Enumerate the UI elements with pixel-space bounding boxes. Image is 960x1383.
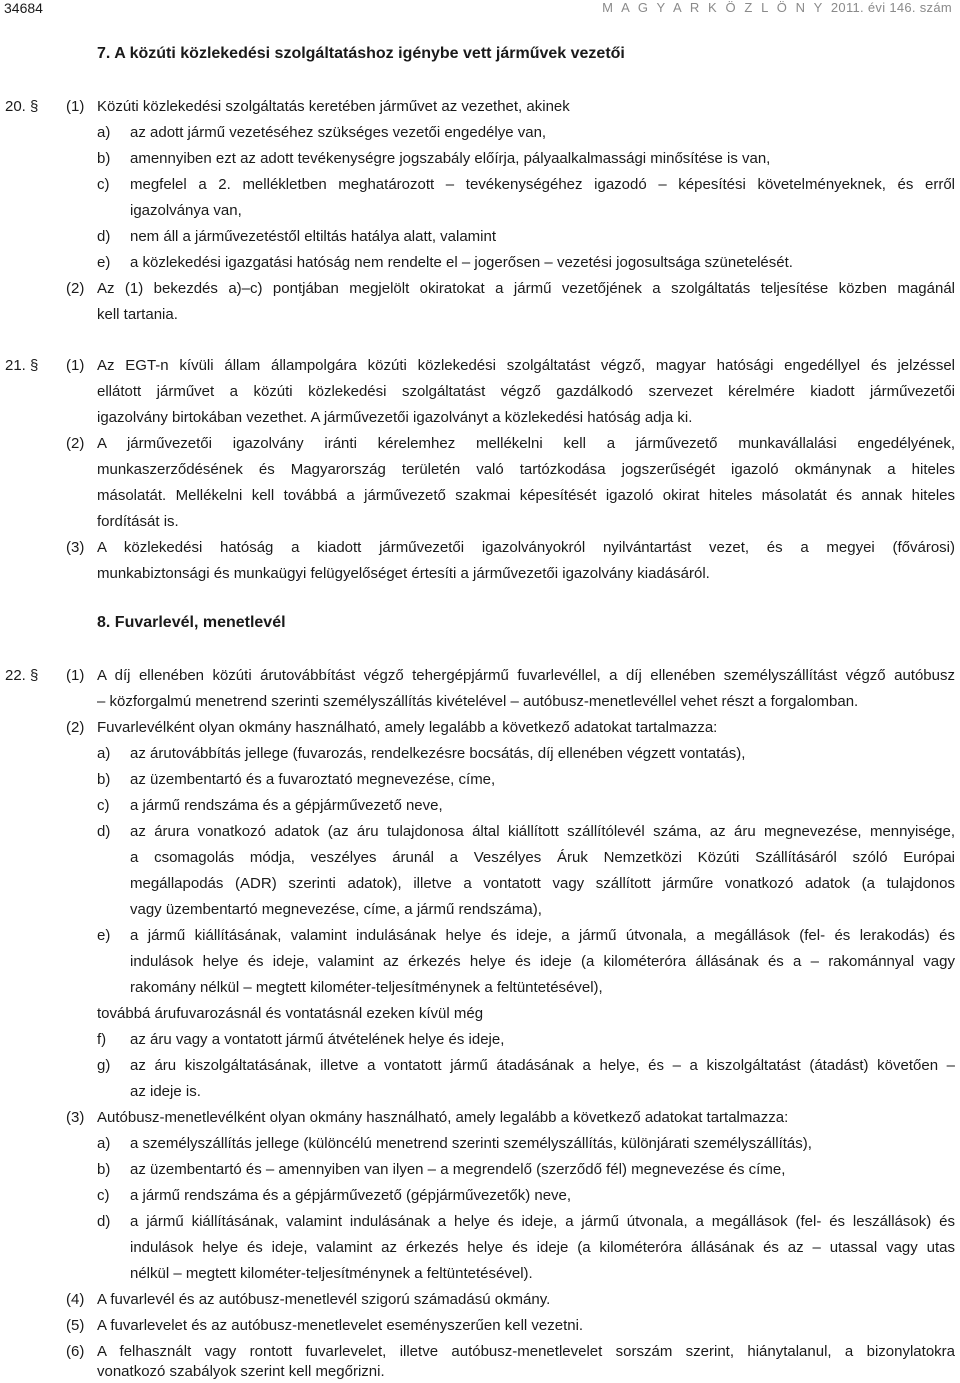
paragraph-text: vonatkozó szabályok szerint kell megőrizni. xyxy=(97,1363,385,1380)
point-text: az adott jármű vezetéséhez szükséges vezetői engedélye van, xyxy=(130,124,547,141)
section-number-22: 22. § xyxy=(5,667,39,684)
point-label: b) xyxy=(97,771,111,788)
section-number-21: 21. § xyxy=(5,357,39,374)
point-label: a) xyxy=(97,124,111,141)
paragraph-text: fordítását is. xyxy=(97,513,179,530)
point-text: amennyiben ezt az adott tevékenységre jogszabály előírja, pályaalkalmassági minősítése is van, xyxy=(130,150,771,167)
paragraph-text: ellátott járművet a közúti közlekedési szolgáltatást végző gazdálkodó szervezet kérelmére kiadott járművezetői xyxy=(97,383,955,400)
point-text: az áru vagy a vontatott jármű átvételének helye és ideje, xyxy=(130,1031,505,1048)
paragraph-text: Autóbusz-menetlevélként olyan okmány használható, amely legalább a következő adatokat tartalmazza: xyxy=(97,1109,789,1126)
point-label: d) xyxy=(97,1213,111,1230)
point-text: rakomány nélkül – megtett kilométer-teljesítménynek a feltüntetésével), xyxy=(130,979,603,996)
chapter-heading-7: 7. A közúti közlekedési szolgáltatáshoz igénybe vett járművek vezetői xyxy=(97,45,625,62)
point-label: c) xyxy=(97,797,110,814)
paragraph-text: A járművezetői igazolvány iránti kérelemhez mellékelni kell a járművezető munkavállalási engedélyének, xyxy=(97,435,955,452)
paragraph-label: (2) xyxy=(66,435,85,452)
paragraph-label: (1) xyxy=(66,667,85,684)
point-text: nem áll a járművezetéstől eltiltás hatálya alatt, valamint xyxy=(130,228,497,245)
paragraph-text: munkabiztonsági és munkaügyi felügyelőséget értesíti a járművezetői igazolvány kiadásáról. xyxy=(97,565,710,582)
point-label: f) xyxy=(97,1031,107,1048)
paragraph-text: Közúti közlekedési szolgáltatás keretében járművet az vezethet, akinek xyxy=(97,98,570,115)
point-text: a csomagolás módja, veszélyes árunál a Veszélyes Áruk Nemzetközi Közúti Szállításáról szóló Európai xyxy=(130,849,955,866)
paragraph-text: igazolvány birtokában vezethet. A járművezetői igazolványt a közlekedési hatóság adja ki. xyxy=(97,409,693,426)
point-label: b) xyxy=(97,1161,111,1178)
page-header xyxy=(0,0,960,22)
point-text: a jármű rendszáma és a gépjárművezető (gépjárművezetők) neve, xyxy=(130,1187,572,1204)
point-label: d) xyxy=(97,823,111,840)
point-text: a személyszállítás jellege (különcélú menetrend szerinti személyszállítás, különjárati személyszállítás), xyxy=(130,1135,812,1152)
point-label: d) xyxy=(97,228,111,245)
paragraph-text: A fuvarlevelet és az autóbusz-menetlevelet eseményszerűen kell vezetni. xyxy=(97,1317,584,1334)
paragraph-label: (1) xyxy=(66,357,85,374)
point-text: vagy üzembentartó megnevezése, címe, a jármű rendszáma), xyxy=(130,901,542,918)
point-text: a jármű kiállításának, valamint indulásának helye és ideje, a jármű útvonala, a megállások (fel- és lerakodás) és xyxy=(130,927,955,944)
section-number-20: 20. § xyxy=(5,98,39,115)
paragraph-text: A közlekedési hatóság a kiadott járművezetői igazolványokról nyilvántartást vezet, és a megyei (fővárosi) xyxy=(97,539,955,556)
paragraph-label: (3) xyxy=(66,1109,85,1126)
point-text: megfelel a 2. mellékletben meghatározott – tevékenységéhez igazodó – képesítési követelményeknek, és erről xyxy=(130,176,955,193)
point-text: az üzembentartó és – amennyiben van ilyen – a megrendelő (szerződő fél) megnevezése és címe, xyxy=(130,1161,786,1178)
paragraph-text: továbbá árufuvarozásnál és vontatásnál ezeken kívül még xyxy=(97,1005,484,1022)
paragraph-text: A fuvarlevél és az autóbusz-menetlevél szigorú számadású okmány. xyxy=(97,1291,551,1308)
paragraph-text: Fuvarlevélként olyan okmány használható, amely legalább a következő adatokat tartalmazza: xyxy=(97,719,718,736)
paragraph-text: Az (1) bekezdés a)–c) pontjában megjelölt okiratokat a jármű vezetőjének a szolgáltatás teljesítése közben magánál xyxy=(97,280,955,297)
point-text: az ideje is. xyxy=(130,1083,201,1100)
point-label: a) xyxy=(97,745,111,762)
point-text: az üzembentartó és a fuvaroztató megnevezése, címe, xyxy=(130,771,496,788)
paragraph-label: (2) xyxy=(66,280,85,297)
page-number: 34684 xyxy=(4,0,43,16)
paragraph-label: (4) xyxy=(66,1291,85,1308)
paragraph-text: A felhasznált vagy rontott fuvarlevelet, illetve autóbusz-menetlevelet sorszám szerint, hiánytalanul, a bizonylatokra xyxy=(97,1343,955,1360)
point-text: az árura vonatkozó adatok (az áru tulajdonosa által kiállított szállítólevél száma, az áru megnevezése, mennyisége, xyxy=(130,823,955,840)
point-label: c) xyxy=(97,1187,110,1204)
point-label: c) xyxy=(97,176,110,193)
point-label: b) xyxy=(97,150,111,167)
paragraph-label: (2) xyxy=(66,719,85,736)
point-text: megállapodás (ADR) szerinti adatok), illetve a vontatott vagy szállított járműre vonatkozó adatok (a tulajdonos xyxy=(130,875,955,892)
paragraph-text: A díj ellenében közúti árutovábbítást végző tehergépjármű fuvarlevéllel, a díj ellenében személyszállítást végző autóbusz xyxy=(97,667,955,684)
point-text: a közlekedési igazgatási hatóság nem rendelte el – jogerősen – vezetési jogosultsága szünetelését. xyxy=(130,254,793,271)
point-label: g) xyxy=(97,1057,111,1074)
paragraph-label: (3) xyxy=(66,539,85,556)
paragraph-text: kell tartania. xyxy=(97,306,178,323)
paragraph-label: (6) xyxy=(66,1343,85,1360)
point-text: nélkül – megtett kilométer-teljesítménynek a feltüntetésével). xyxy=(130,1265,533,1282)
point-label: e) xyxy=(97,254,111,271)
point-label: a) xyxy=(97,1135,111,1152)
point-label: e) xyxy=(97,927,111,944)
point-text: az áru kiszolgáltatásának, illetve a vontatott jármű átadásának a helye, és – a kiszolgáltatást (átadást) követően – xyxy=(130,1057,955,1074)
point-text: a jármű rendszáma és a gépjárművezető neve, xyxy=(130,797,443,814)
paragraph-text: másolatát. Mellékelni kell továbbá a járművezető szakmai képesítését igazoló okirat hiteles másolatát és annak hiteles xyxy=(97,487,955,504)
paragraph-text: – közforgalmú menetrend szerinti személyszállítás kivételével – autóbusz-menetlevéllel vehet részt a forgalomban. xyxy=(97,693,859,710)
paragraph-text: Az EGT-n kívüli állam állampolgára közúti közlekedési szolgáltatást végző, magyar hatósági engedéllyel és jelzéssel xyxy=(97,357,955,374)
point-text: igazolványa van, xyxy=(130,202,242,219)
point-text: indulások helye és ideje, valamint az érkezés helye és ideje (a kilométeróra állásának és a – rakománnyal vagy xyxy=(130,953,955,970)
issue-number: 2011. évi 146. szám xyxy=(830,0,952,15)
point-text: az árutovábbítás jellege (fuvarozás, rendelkezésre bocsátás, díj ellenében végzett vontatás), xyxy=(130,745,746,762)
paragraph-text: munkaszerződésének és Magyarország területén való tartózkodása jogszerűségét igazoló okmánynak a hiteles xyxy=(97,461,955,478)
point-text: a jármű kiállításának, valamint indulásának a helye és ideje, a jármű útvonala, a megállások (fel- és leszállások) és xyxy=(130,1213,955,1230)
publication-info xyxy=(602,0,952,15)
chapter-heading-8: 8. Fuvarlevél, menetlevél xyxy=(97,614,286,631)
paragraph-label: (5) xyxy=(66,1317,85,1334)
paragraph-label: (1) xyxy=(66,98,85,115)
point-text: indulások helye és ideje, valamint az érkezés helye és ideje (a kilométeróra állásának és az – utassal vagy utas xyxy=(130,1239,955,1256)
publication-title: M A G Y A R K Ö Z L Ö N Y xyxy=(602,0,825,15)
